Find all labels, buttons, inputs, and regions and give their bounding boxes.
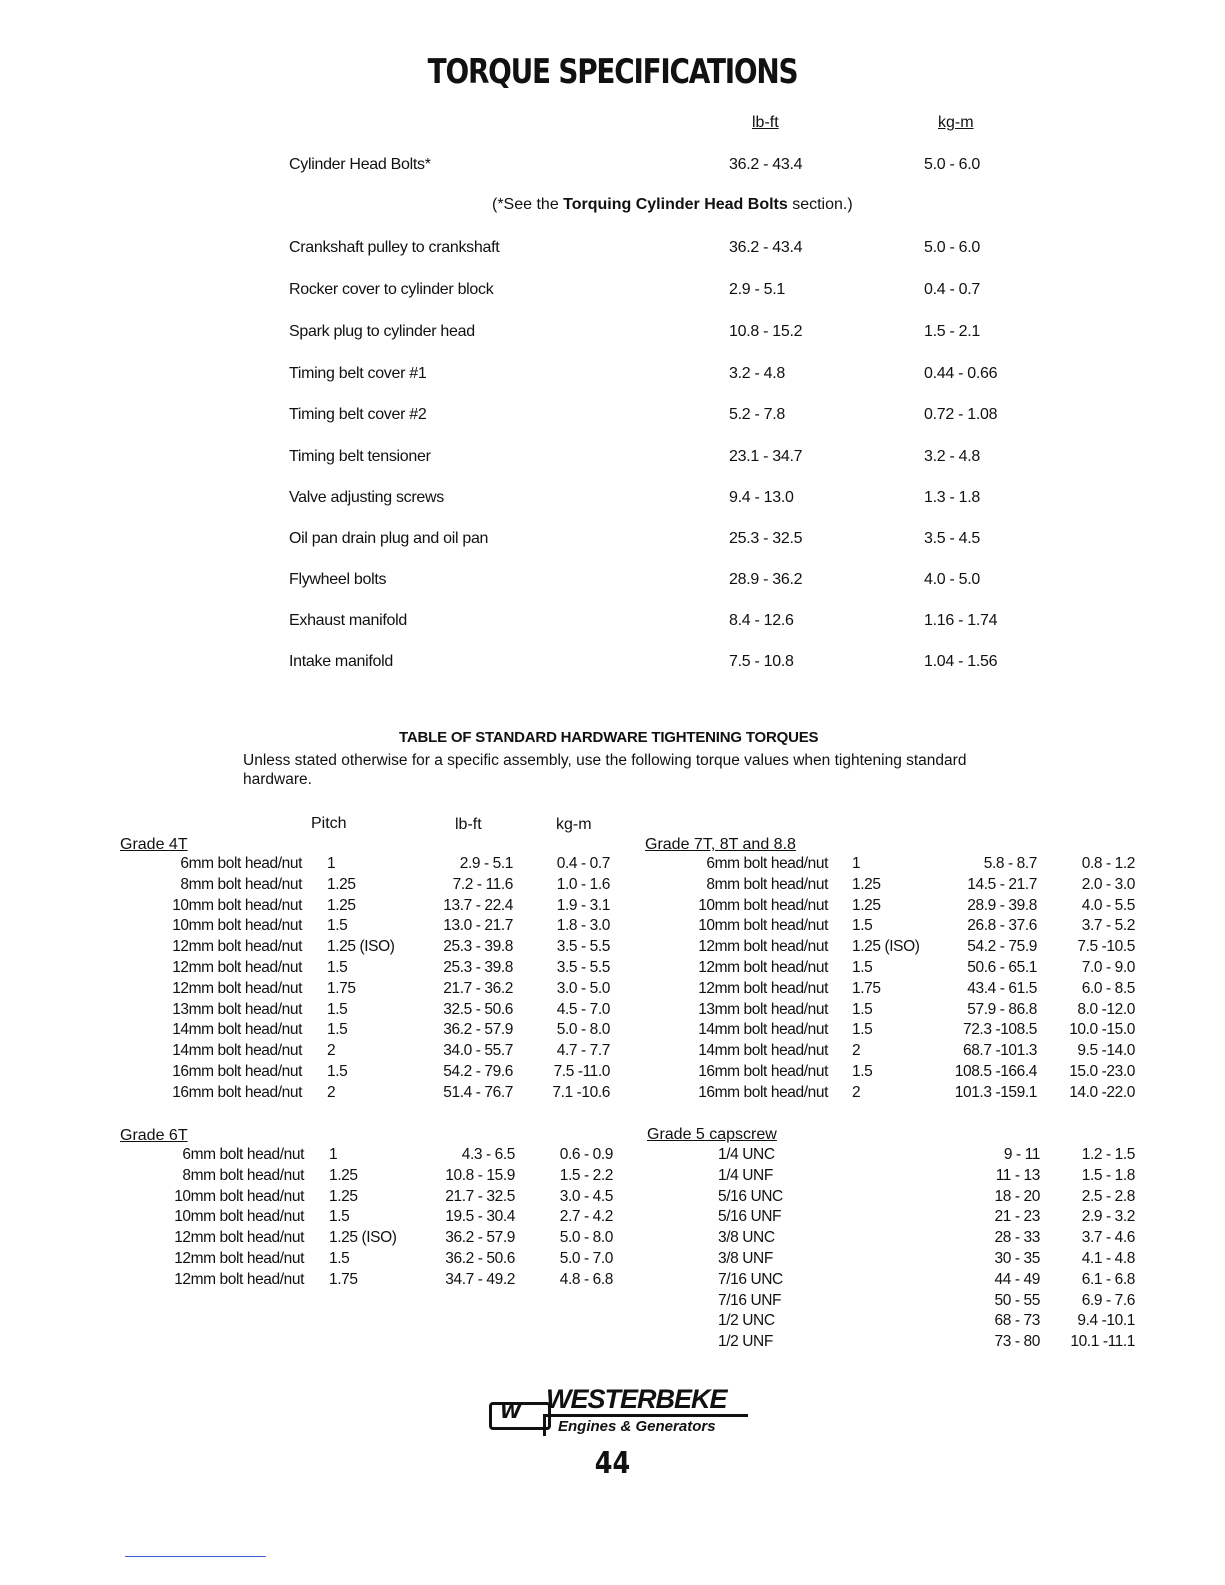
- g6-kgm: 4.8 - 6.8: [559, 1270, 613, 1288]
- g7-size: 12mm bolt head/nut: [698, 979, 828, 997]
- g5-kgm: 6.1 - 6.8: [1081, 1270, 1135, 1288]
- spec-name: Valve adjusting screws: [289, 489, 444, 506]
- g7-kgm: 6.0 - 8.5: [1081, 979, 1135, 997]
- spec-kgm: 1.04 - 1.56: [924, 653, 998, 670]
- spec-lbft: 36.2 - 43.4: [729, 239, 803, 256]
- spec-kgm: 0.44 - 0.66: [924, 365, 998, 382]
- g7-size: 10mm bolt head/nut: [698, 896, 828, 914]
- spec-name: Cylinder Head Bolts*: [289, 156, 431, 173]
- g7-pitch: 1.5: [852, 917, 873, 935]
- g4-lbft: 25.3 - 39.8: [443, 938, 513, 956]
- g7-size: 14mm bolt head/nut: [698, 1042, 828, 1060]
- g6-pitch-column: [329, 1145, 419, 1291]
- g7-kgm: 4.0 - 5.5: [1081, 896, 1135, 914]
- g5-size: 5/16 UNF: [718, 1208, 782, 1226]
- g4-size: 10mm bolt head/nut: [172, 917, 302, 935]
- logo-stem: [543, 1414, 546, 1436]
- g7-size: 12mm bolt head/nut: [698, 938, 828, 956]
- g7-lbft: 28.9 - 39.8: [967, 896, 1037, 914]
- g4-lbft: 13.7 - 22.4: [443, 896, 513, 914]
- g4-pitch: 1.5: [327, 1021, 348, 1039]
- g7-lbft: 14.5 - 21.7: [967, 875, 1037, 893]
- g6-kgm: 5.0 - 8.0: [559, 1229, 613, 1247]
- hardware-table-title: TABLE OF STANDARD HARDWARE TIGHTENING TORQUES: [399, 729, 819, 746]
- spec-kgm: 1.5 - 2.1: [924, 323, 981, 340]
- logo-rule: [543, 1414, 748, 1417]
- g4-kgm: 5.0 - 8.0: [556, 1021, 610, 1039]
- spec-kgm: 5.0 - 6.0: [924, 156, 981, 173]
- grade-6t-heading: Grade 6T: [120, 1127, 188, 1144]
- g5-lbft: 50 - 55: [994, 1291, 1040, 1309]
- g5-kgm: 3.7 - 4.6: [1081, 1229, 1135, 1247]
- g6-pitch: 1.25: [329, 1187, 358, 1205]
- g4-lbft: 7.2 - 11.6: [452, 875, 513, 893]
- g4-kgm: 3.5 - 5.5: [556, 958, 610, 976]
- g6-size-column: [120, 1145, 304, 1291]
- g7-lbft: 72.3 -108.5: [962, 1021, 1037, 1039]
- logo-name: WESTERBEKE: [546, 1384, 727, 1414]
- spec-lbft: 25.3 - 32.5: [729, 530, 803, 547]
- g6-size: 10mm bolt head/nut: [174, 1187, 304, 1205]
- g5-kgm: 10.1 -11.1: [1070, 1333, 1135, 1351]
- spec-name: Timing belt tensioner: [289, 448, 431, 465]
- g4-lbft: 25.3 - 39.8: [443, 958, 513, 976]
- note-bold: Torquing Cylinder Head Bolts: [563, 196, 788, 213]
- g4-kgm: 3.0 - 5.0: [556, 979, 610, 997]
- g7-kgm: 2.0 - 3.0: [1081, 875, 1135, 893]
- g4-pitch: 1.25 (ISO): [327, 938, 395, 956]
- g4-pitch: 1.5: [327, 958, 348, 976]
- g7-size: 13mm bolt head/nut: [698, 1000, 828, 1018]
- g4-size: 8mm bolt head/nut: [180, 875, 302, 893]
- g4-lbft: 13.0 - 21.7: [443, 917, 513, 935]
- g5-lbft: 30 - 35: [994, 1249, 1040, 1267]
- g4-lbft: 54.2 - 79.6: [443, 1062, 513, 1080]
- g4-lbft: 2.9 - 5.1: [459, 855, 513, 872]
- g5-kgm: 2.9 - 3.2: [1081, 1208, 1135, 1226]
- g4-size: 12mm bolt head/nut: [172, 938, 302, 956]
- spec-kgm: 0.4 - 0.7: [924, 281, 981, 298]
- g4-lbft: 36.2 - 57.9: [443, 1021, 513, 1039]
- g4-kgm: 1.8 - 3.0: [556, 917, 610, 935]
- spec-kgm: 1.3 - 1.8: [924, 489, 981, 506]
- g7-size: 12mm bolt head/nut: [698, 958, 828, 976]
- g5-lbft: 28 - 33: [994, 1229, 1040, 1247]
- g5-size: 5/16 UNC: [718, 1187, 783, 1205]
- grade-4t-heading: Grade 4T: [120, 836, 188, 853]
- spec-kgm: 0.72 - 1.08: [924, 406, 998, 423]
- g5-lbft: 44 - 49: [994, 1270, 1040, 1288]
- g7-kgm-column: [1050, 854, 1135, 1104]
- page-number: 44: [594, 1446, 631, 1481]
- g4-size: 13mm bolt head/nut: [172, 1000, 302, 1018]
- g4-kgm: 7.1 -10.6: [552, 1083, 610, 1101]
- g4-lbft-column: [418, 854, 513, 1104]
- spec-lbft: 5.2 - 7.8: [729, 406, 786, 423]
- g7-kgm: 7.5 -10.5: [1077, 938, 1135, 956]
- g7-lbft: 54.2 - 75.9: [967, 938, 1037, 956]
- g4-lbft: 21.7 - 36.2: [443, 979, 513, 997]
- g5-lbft: 68 - 73: [994, 1312, 1040, 1330]
- g7-size: 14mm bolt head/nut: [698, 1021, 828, 1039]
- g7-pitch: 1.75: [852, 979, 881, 997]
- g7-size: 16mm bolt head/nut: [698, 1083, 828, 1101]
- g6-lbft: 36.2 - 50.6: [445, 1249, 515, 1267]
- g7-kgm: 8.0 -12.0: [1077, 1000, 1135, 1018]
- g7-lbft: 43.4 - 61.5: [967, 979, 1037, 997]
- g7-kgm: 9.5 -14.0: [1077, 1042, 1135, 1060]
- g4-kgm: 0.4 - 0.7: [556, 855, 610, 872]
- g7-lbft: 108.5 -166.4: [954, 1062, 1037, 1080]
- g5-size: 7/16 UNF: [718, 1291, 782, 1309]
- g7-kgm: 3.7 - 5.2: [1081, 917, 1135, 935]
- g6-kgm: 3.0 - 4.5: [559, 1187, 613, 1205]
- g4-pitch: 1.25: [327, 896, 356, 914]
- spec-name: Timing belt cover #2: [289, 406, 427, 423]
- g4-pitch: 2: [327, 1042, 336, 1060]
- g4-size: 10mm bolt head/nut: [172, 896, 302, 914]
- g4-kgm-column: [537, 854, 610, 1104]
- g7-lbft-column: [940, 854, 1037, 1104]
- g5-lbft: 9 - 11: [1003, 1146, 1040, 1163]
- spec-lbft: 8.4 - 12.6: [729, 612, 794, 629]
- spec-kgm: 1.16 - 1.74: [924, 612, 998, 629]
- footnote-rule: [125, 1556, 266, 1557]
- g4-pitch: 1.5: [327, 1000, 348, 1018]
- g5-size: 1/4 UNF: [718, 1166, 773, 1184]
- g6-size: 12mm bolt head/nut: [174, 1229, 304, 1247]
- spec-name: Exhaust manifold: [289, 612, 407, 629]
- g5-lbft-column: [960, 1145, 1040, 1353]
- g4-lbft: 34.0 - 55.7: [443, 1042, 513, 1060]
- page-title: TORQUE SPECIFICATIONS: [427, 52, 798, 92]
- g6-lbft-column: [420, 1145, 515, 1291]
- g7-pitch: 1.5: [852, 1000, 873, 1018]
- g6-size: 12mm bolt head/nut: [174, 1249, 304, 1267]
- g6-size: 10mm bolt head/nut: [174, 1208, 304, 1226]
- spec-kgm: 3.2 - 4.8: [924, 448, 981, 465]
- g7-pitch: 1.25 (ISO): [852, 938, 920, 956]
- g6-lbft: 21.7 - 32.5: [445, 1187, 515, 1205]
- g6-kgm: 1.5 - 2.2: [559, 1166, 613, 1184]
- g7-pitch: 1.5: [852, 1062, 873, 1080]
- spec-lbft: 23.1 - 34.7: [729, 448, 803, 465]
- g6-kgm: 5.0 - 7.0: [559, 1249, 613, 1267]
- g6-pitch: 1.25: [329, 1166, 358, 1184]
- g7-kgm: 15.0 -23.0: [1069, 1062, 1135, 1080]
- spec-kgm: 5.0 - 6.0: [924, 239, 981, 256]
- spec-lbft: 3.2 - 4.8: [729, 365, 786, 382]
- g5-kgm: 2.5 - 2.8: [1081, 1187, 1135, 1205]
- g5-lbft: 73 - 80: [994, 1333, 1040, 1351]
- g4-lbft: 32.5 - 50.6: [443, 1000, 513, 1018]
- spec-name: Intake manifold: [289, 653, 394, 670]
- hardware-intro-line1: Unless stated otherwise for a specific assembly, use the following torque values when tightening standard: [243, 752, 967, 769]
- g7-size-column: [640, 854, 828, 1104]
- logo-mark-letter: W: [500, 1401, 521, 1423]
- g6-lbft: 34.7 - 49.2: [445, 1270, 515, 1288]
- spec-lbft: 28.9 - 36.2: [729, 571, 803, 588]
- g4-kgm: 3.5 - 5.5: [556, 938, 610, 956]
- g7-kgm: 0.8 - 1.2: [1081, 855, 1135, 872]
- lbft-column-header: lb-ft: [752, 114, 779, 131]
- g5-kgm: 4.1 - 4.8: [1081, 1249, 1135, 1267]
- g4-size: 12mm bolt head/nut: [172, 979, 302, 997]
- g4-size: 6mm bolt head/nut: [180, 855, 302, 872]
- g5-size-column: [718, 1145, 828, 1353]
- hardware-intro-line2: hardware.: [243, 771, 312, 788]
- g6-lbft: 4.3 - 6.5: [461, 1146, 515, 1163]
- g6-kgm-column: [540, 1145, 613, 1291]
- g4-pitch: 1: [327, 855, 336, 872]
- kgm-column-header: kg-m: [938, 114, 974, 131]
- g4-pitch: 1.5: [327, 917, 348, 935]
- g4-kgm: 7.5 -11.0: [553, 1062, 610, 1080]
- g4-kgm: 1.9 - 3.1: [556, 896, 610, 914]
- g4-size: 16mm bolt head/nut: [172, 1062, 302, 1080]
- g7-pitch: 1.5: [852, 1021, 873, 1039]
- g5-kgm-column: [1055, 1145, 1135, 1353]
- g5-kgm: 1.5 - 1.8: [1081, 1166, 1135, 1184]
- g7-pitch: 1.25: [852, 875, 881, 893]
- g4-pitch-column: [327, 854, 417, 1104]
- g5-kgm: 1.2 - 1.5: [1081, 1146, 1135, 1163]
- g7-kgm: 14.0 -22.0: [1069, 1083, 1135, 1101]
- g4-kgm: 4.5 - 7.0: [556, 1000, 610, 1018]
- grade-5-heading: Grade 5 capscrew: [647, 1126, 777, 1143]
- grade-7t-heading: Grade 7T, 8T and 8.8: [645, 836, 796, 853]
- g4-pitch: 2: [327, 1083, 336, 1101]
- g5-size: 3/8 UNC: [718, 1229, 775, 1247]
- pitch-column-header: Pitch: [311, 815, 347, 832]
- g7-pitch-column: [852, 854, 942, 1104]
- spec-lbft: 2.9 - 5.1: [729, 281, 786, 298]
- spec-name: Rocker cover to cylinder block: [289, 281, 494, 298]
- g6-pitch: 1.5: [329, 1249, 350, 1267]
- g4-size: 14mm bolt head/nut: [172, 1021, 302, 1039]
- g6-size: 12mm bolt head/nut: [174, 1270, 304, 1288]
- spec-kgm: 4.0 - 5.0: [924, 571, 981, 588]
- g6-lbft: 10.8 - 15.9: [445, 1166, 515, 1184]
- g4-kgm: 4.7 - 7.7: [556, 1042, 610, 1060]
- g7-pitch: 1.5: [852, 958, 873, 976]
- g7-size: 10mm bolt head/nut: [698, 917, 828, 935]
- spec-lbft: 36.2 - 43.4: [729, 156, 803, 173]
- g7-size: 6mm bolt head/nut: [706, 855, 828, 872]
- g5-size: 1/2 UNF: [718, 1333, 773, 1351]
- g6-kgm: 2.7 - 4.2: [559, 1208, 613, 1226]
- g5-kgm: 6.9 - 7.6: [1081, 1291, 1135, 1309]
- g7-lbft: 57.9 - 86.8: [967, 1000, 1037, 1018]
- g4-lbft: 51.4 - 76.7: [443, 1083, 513, 1101]
- g7-lbft: 26.8 - 37.6: [967, 917, 1037, 935]
- g7-pitch: 1.25: [852, 896, 881, 914]
- g6-size: 6mm bolt head/nut: [182, 1146, 304, 1163]
- g5-lbft: 11 - 13: [995, 1166, 1040, 1184]
- g6-size: 8mm bolt head/nut: [182, 1166, 304, 1184]
- g6-pitch: 1.5: [329, 1208, 350, 1226]
- g7-lbft: 50.6 - 65.1: [967, 958, 1037, 976]
- g7-pitch: 2: [852, 1042, 861, 1060]
- g7-lbft: 5.8 - 8.7: [983, 855, 1037, 872]
- g4-size: 16mm bolt head/nut: [172, 1083, 302, 1101]
- g4-size: 12mm bolt head/nut: [172, 958, 302, 976]
- g4-size-column: [120, 854, 302, 1104]
- hardware-lbft-column-header: lb-ft: [455, 816, 482, 833]
- g7-size: 8mm bolt head/nut: [706, 875, 828, 893]
- g7-pitch: 1: [852, 855, 861, 872]
- g5-size: 3/8 UNF: [718, 1249, 773, 1267]
- g7-kgm: 10.0 -15.0: [1069, 1021, 1135, 1039]
- g4-pitch: 1.75: [327, 979, 356, 997]
- g7-kgm: 7.0 - 9.0: [1081, 958, 1135, 976]
- g5-kgm: 9.4 -10.1: [1077, 1312, 1135, 1330]
- g6-lbft: 19.5 - 30.4: [445, 1208, 515, 1226]
- spec-name: Crankshaft pulley to crankshaft: [289, 239, 500, 256]
- cylinder-head-note: [492, 196, 853, 214]
- spec-lbft: 10.8 - 15.2: [729, 323, 803, 340]
- note-suffix: section.): [787, 196, 853, 213]
- g5-size: 1/2 UNC: [718, 1312, 775, 1330]
- g4-pitch: 1.5: [327, 1062, 348, 1080]
- g6-pitch: 1.25 (ISO): [329, 1229, 397, 1247]
- logo-tagline: Engines & Generators: [558, 1418, 716, 1435]
- g6-kgm: 0.6 - 0.9: [559, 1146, 613, 1163]
- spec-kgm: 3.5 - 4.5: [924, 530, 981, 547]
- spec-name: Spark plug to cylinder head: [289, 323, 475, 340]
- g4-kgm: 1.0 - 1.6: [556, 875, 610, 893]
- g4-size: 14mm bolt head/nut: [172, 1042, 302, 1060]
- spec-name: Timing belt cover #1: [289, 365, 427, 382]
- spec-lbft: 9.4 - 13.0: [729, 489, 794, 506]
- hardware-kgm-column-header: kg-m: [556, 816, 592, 833]
- g6-lbft: 36.2 - 57.9: [445, 1229, 515, 1247]
- note-prefix: (*See the: [492, 196, 564, 213]
- g5-size: 7/16 UNC: [718, 1270, 783, 1288]
- g4-pitch: 1.25: [327, 875, 356, 893]
- g7-pitch: 2: [852, 1083, 861, 1101]
- g5-size: 1/4 UNC: [718, 1146, 775, 1163]
- spec-name: Flywheel bolts: [289, 571, 387, 588]
- g5-lbft: 21 - 23: [994, 1208, 1040, 1226]
- g7-lbft: 68.7 -101.3: [962, 1042, 1037, 1060]
- spec-lbft: 7.5 - 10.8: [729, 653, 794, 670]
- g7-size: 16mm bolt head/nut: [698, 1062, 828, 1080]
- g6-pitch: 1.75: [329, 1270, 358, 1288]
- spec-name: Oil pan drain plug and oil pan: [289, 530, 489, 547]
- g7-lbft: 101.3 -159.1: [954, 1083, 1037, 1101]
- g6-pitch: 1: [329, 1146, 338, 1163]
- g5-lbft: 18 - 20: [994, 1187, 1040, 1205]
